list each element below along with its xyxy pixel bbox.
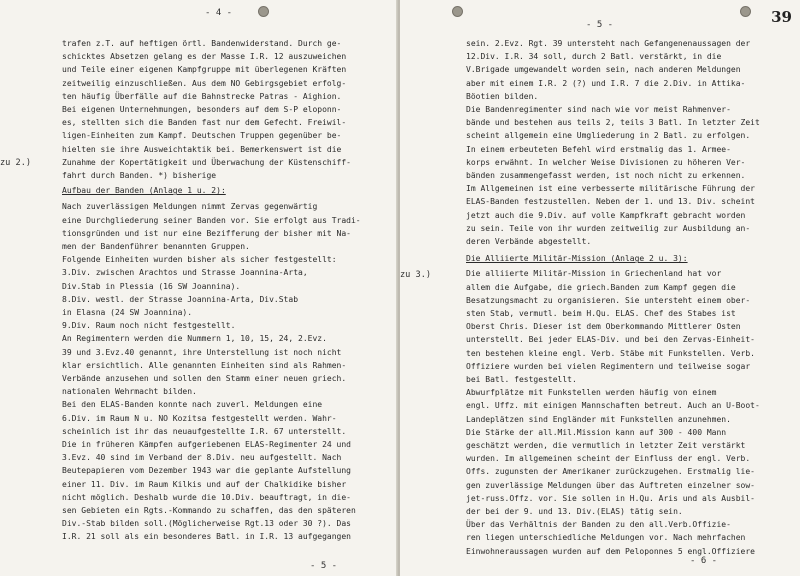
text-line: jet-russ.Offz. vor. Sie sollen in H.Qu. Aris und als Ausbil-	[466, 493, 755, 503]
text-line: Verbände anzusehen und sollen den Stamm einer neuen griech.	[62, 374, 347, 383]
section-heading: Aufbau der Banden (Anlage 1 u. 2):	[62, 186, 226, 196]
text-line: wurden. Im allgemeinen scheint der Einfluss der engl. Verb.	[466, 454, 751, 464]
text-line: 6.Div. im Raum N u. NO Kozitsa festgestellt werden. Wahr-	[62, 413, 337, 423]
text-line: Folgende Einheiten wurden bisher als sicher festgestellt:	[62, 255, 337, 265]
text-line: 8.Div. westl. der Strasse Joannina-Arta, Div.Stab	[62, 294, 299, 304]
text-line: Offs. zugunsten der Amerikaner zurückzugehen. Erstmalig lie-	[466, 467, 755, 477]
text-line: Die Stärke der all.Mil.Mission kann auf 300 - 400 Mann	[466, 427, 727, 437]
page-number-bottom: - 5 -	[310, 561, 338, 571]
text-line: ten bestehen kleine engl. Verb. Stäbe mit Funkstellen. Verb.	[466, 348, 755, 358]
text-line: in Elasna (24 SW Joannina).	[62, 308, 193, 317]
text-line: eine Durchgliederung seiner Banden vor. Sie erfolgt aus Tradi-	[62, 215, 361, 225]
text-line: Die in früheren Kämpfen aufgeriebenen ELAS-Regimenter 24 und	[62, 440, 351, 449]
text-line: I.R. 21 soll als ein besonderes Batl. in I.R. 13 aufgegangen	[62, 532, 351, 542]
text-line: sen Gebieten ein Rgts.-Kommando zu schaffen, das den späteren	[62, 506, 356, 515]
text-line: Beutepapieren vom Dezember 1943 war die geplante Aufstellung	[62, 466, 351, 476]
text-line: Abwurfplätze mit Funkstellen werden häufig von einem	[466, 388, 717, 398]
text-line: Besatzungsmacht zu organisieren. Sie untersteht einem ober-	[466, 295, 751, 305]
text-line: aber mit einem I.R. 2 (?) und I.R. 7 die 2.Div. in Attika-	[466, 78, 746, 88]
text-line: scheinlich ist ihr das neuaufgestellte I.R. 67 unterstellt.	[62, 426, 347, 436]
text-line: sein. 2.Evz. Rgt. 39 untersteht nach Gefangenenaussagen der	[466, 39, 751, 48]
text-line: klar ersichtlich. Alle genannten Einheiten sind als Rahmen-	[62, 360, 347, 370]
page-number-bottom: - 6 -	[690, 556, 718, 566]
text-line: An Regimentern werden die Nummern 1, 10, 15, 24, 2.Evz.	[62, 334, 327, 344]
text-line: men der Bandenführer benannten Gruppen.	[62, 242, 250, 251]
section-marker: zu 3.)	[400, 270, 432, 280]
text-line: und Teile einer eigenen Kampfgruppe mit überlegenen Kräften	[62, 65, 347, 75]
text-line: allem die Aufgabe, die griech.Banden zum Kampf gegen die	[466, 282, 736, 292]
text-line: engl. Uffz. mit einigen Mannschaften betreut. Auch an U-Boot-	[466, 401, 760, 411]
punch-hole	[452, 6, 463, 17]
text-line: Böotien bilden.	[466, 91, 539, 101]
page-number-top: - 5 -	[586, 20, 614, 30]
text-line: ligen-Einheiten zum Kampf. Deutschen Truppen gegenüber be-	[62, 131, 342, 141]
text-line: 39 und 3.Evz.40 genannt, ihre Unterstellung ist noch nicht	[62, 347, 342, 357]
right-page	[400, 0, 800, 576]
text-line: der bei der 9. und 13. Div.(ELAS) tätig sein.	[466, 507, 683, 516]
text-line: Bei eigenen Unternehmungen, besonders auf dem S-P eloponn-	[62, 105, 342, 114]
text-line: 12.Div. I.R. 34 soll, durch 2 Batl. verstärkt, in die	[466, 52, 722, 62]
text-line: ELAS-Banden festzustellen. Neben der 1. und 13. Div. scheint	[466, 197, 755, 207]
text-line: bänden zusammengefasst werden, ist noch nicht zu erkennen.	[466, 171, 746, 180]
text-line: 3.Evz. 40 sind im Verband der 8.Div. neu aufgestellt. Nach	[62, 453, 342, 463]
text-line: unterstellt. Bei jeder ELAS-Div. und bei den Zervas-Einheit-	[466, 335, 755, 345]
left-page	[0, 0, 398, 576]
text-line: geschätzt werden, die vermutlich in letzter Zeit verstärkt	[466, 441, 746, 450]
text-line: fahrt durch Banden. *) bisherige	[62, 171, 217, 180]
text-line: V.Brigade umgewandelt worden sein, nach anderen Meldungen	[466, 65, 741, 75]
text-line: deren Verbände abgestellt.	[466, 237, 592, 246]
text-line: 3.Div. zwischen Arachtos und Strasse Joannina-Arta,	[62, 268, 308, 278]
text-line: Landeplätzen sind Engländer mit Funkstellen anzunehmen.	[466, 414, 731, 424]
text-line: tionsgründen und ist nur eine Bezifferung der bisher mit Na-	[62, 228, 351, 238]
text-line: In einem erbeuteten Befehl wird erstmalig das 1. Armee-	[466, 144, 731, 154]
archive-page-number: 39	[771, 8, 792, 26]
text-line: Die Bandenregimenter sind nach wie vor meist Rahmenver-	[466, 105, 731, 114]
text-line: Div.Stab in Plessia (16 SW Joannina).	[62, 281, 241, 291]
text-line: jetzt auch die 9.Div. auf volle Kampfkraft gebracht worden	[466, 210, 746, 220]
text-line: Bei den ELAS-Banden konnte nach zuverl. Meldungen eine	[62, 400, 323, 410]
text-line: hielten sie ihre Ausweichtaktik bei. Bemerkenswert ist die	[62, 144, 342, 154]
text-line: gen zuverlässige Meldungen über das Auftreten einzelner sow-	[466, 480, 755, 490]
section-marker: zu 2.)	[0, 158, 32, 168]
text-line: einer 11. Div. im Raum Kilkis und auf der Chalkidike bisher	[62, 479, 347, 489]
text-line: zeitweilig einzuschließen. Aus dem NO Gebirgsgebiet erfolg-	[62, 78, 347, 88]
text-line: Div.-Stab bilden soll.(Möglicherweise Rgt.13 oder 30 ?). Das	[62, 519, 351, 529]
text-line: Einwohneraussagen wurden auf dem Peloponnes 5 engl.Offiziere	[466, 546, 755, 556]
text-line: nicht möglich. Deshalb wurde die 10.Div. beauftragt, in die-	[62, 492, 351, 502]
page-number-top: - 4 -	[205, 8, 233, 18]
text-line: trafen z.T. auf heftigen örtl. Bandenwiderstand. Durch ge-	[62, 39, 342, 48]
text-line: Offiziere wurden bei vielen Regimentern und teilweise sogar	[466, 361, 751, 371]
text-line: Über das Verhältnis der Banden zu den all.Verb.Offizie-	[466, 520, 731, 530]
text-line: Nach zuverlässigen Meldungen nimmt Zervas gegenwärtig	[62, 202, 318, 212]
text-line: Oberst Chris. Dieser ist dem Oberkommando Mittlerer Osten	[466, 322, 741, 332]
text-line: korps erwähnt. In welcher Weise Divisionen zu höheren Ver-	[466, 157, 746, 167]
text-line: Im Allgemeinen ist eine verbesserte militärische Führung der	[466, 184, 755, 194]
punch-hole	[740, 6, 751, 17]
section-heading: Die Alliierte Militär-Mission (Anlage 2 u. 3):	[466, 254, 688, 264]
text-line: Zunahme der Kopertätigkeit und Überwachung der Küstenschiff-	[62, 157, 351, 167]
text-line: bände und bestehen aus teils 2, teils 3 Batl. In letzter Zeit	[466, 118, 760, 128]
text-line: ren liegen unterschiedliche Meldungen vor. Nach mehrfachen	[466, 533, 746, 543]
text-line: bei Batl. festgestellt.	[466, 375, 577, 384]
text-line: ten häufig Überfälle auf die Bahnstrecke Patras - Aighion.	[62, 91, 342, 101]
punch-hole	[258, 6, 269, 17]
text-line: schicktes Absetzen gelang es der Masse I.R. 12 auszuweichen	[62, 52, 347, 62]
text-line: nationalen Wehrmacht bilden.	[62, 387, 197, 397]
text-line: 9.Div. Raum noch nicht festgestellt.	[62, 321, 236, 331]
text-line: sten Stab, vermutl. beim H.Qu. ELAS. Chef des Stabes ist	[466, 309, 736, 318]
text-line: Die alliierte Militär-Mission in Griechenland hat vor	[466, 269, 722, 279]
text-line: zu sein. Teile von ihr wurden zeitweilig zur Ausbildung an-	[466, 223, 751, 233]
text-line: scheint allgemein eine Umgliederung in 2 Batl. zu erfolgen.	[466, 131, 751, 141]
text-line: es, stellten sich die Banden fast nur dem Gefecht. Freiwil-	[62, 118, 347, 128]
